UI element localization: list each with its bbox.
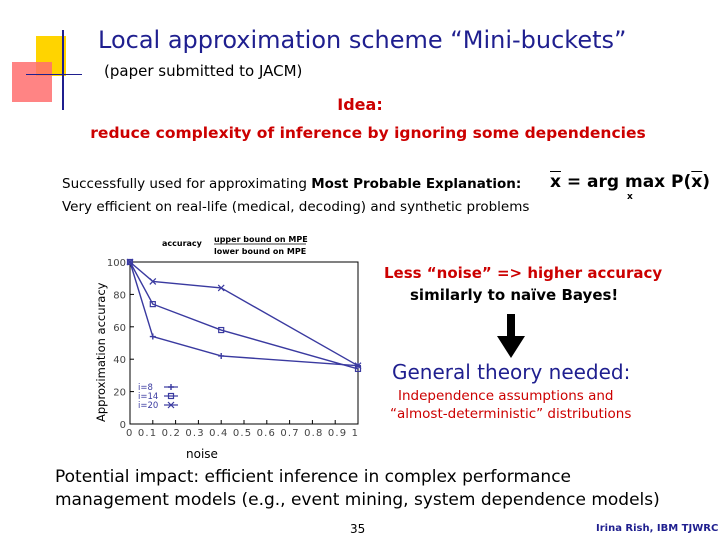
efficiency-line: Very efficient on real-life (medical, decoding) and synthetic problems bbox=[62, 199, 530, 215]
series-line-i-14 bbox=[130, 262, 358, 369]
formula-mid: = arg max P( bbox=[560, 172, 692, 192]
data-point bbox=[150, 334, 156, 340]
naive-bayes-text: similarly to naïve Bayes! bbox=[410, 286, 619, 304]
almost-deterministic-text: “almost-deterministic” distributions bbox=[390, 406, 632, 422]
y-tick-label: 40 bbox=[113, 355, 126, 367]
down-arrow-icon bbox=[497, 314, 525, 358]
formula-end: ) bbox=[702, 172, 711, 192]
impact-line-2: management models (e.g., event mining, system dependence models) bbox=[55, 490, 660, 510]
series-line-i-20 bbox=[130, 262, 358, 366]
less-noise-text: Less “noise” => higher accuracy bbox=[384, 264, 663, 282]
page-number: 35 bbox=[350, 522, 366, 536]
chart-ylabel: Approximation accuracy bbox=[94, 282, 108, 422]
slide-subtitle: (paper submitted to JACM) bbox=[104, 62, 303, 80]
x-tick-labels: 0 0.1 0.2 0.3 0.4 0.5 0.6 0.7 0.8 0.9 1 bbox=[126, 428, 358, 439]
formula-sub: x bbox=[627, 192, 633, 202]
data-point bbox=[168, 384, 174, 390]
legend-title: accuracy bbox=[162, 239, 202, 248]
accuracy-chart bbox=[70, 230, 370, 460]
mpe-line-prefix: Successfully used for approximating bbox=[62, 176, 312, 192]
mpe-formula bbox=[550, 172, 711, 202]
series-legend-label: i=8 bbox=[138, 383, 153, 393]
y-tick-label: 0 bbox=[119, 420, 126, 431]
formula-lhs: $\overline{x}$ bbox=[550, 172, 561, 192]
chart-xlabel: noise bbox=[186, 447, 218, 461]
data-point bbox=[218, 353, 224, 359]
independence-text: Independence assumptions and bbox=[398, 388, 614, 404]
y-tick-label: 60 bbox=[113, 322, 126, 334]
formula-x: $\overline{x}$ bbox=[691, 172, 703, 192]
mpe-line bbox=[62, 176, 521, 192]
series-legend-label: i=20 bbox=[138, 401, 159, 411]
series-line-i-8 bbox=[130, 262, 358, 366]
author-footer: Irina Rish, IBM TJWRC bbox=[596, 523, 719, 534]
slide-title: Local approximation scheme “Mini-buckets” bbox=[98, 26, 627, 54]
general-theory-text: General theory needed: bbox=[392, 360, 631, 384]
series-legend-label: i=14 bbox=[138, 392, 159, 402]
y-tick-label: 20 bbox=[113, 387, 126, 399]
idea-heading: Idea: bbox=[337, 95, 383, 114]
mpe-line-bold: Most Probable Explanation: bbox=[311, 176, 522, 192]
impact-line-1: Potential impact: efficient inference in complex performance bbox=[55, 467, 572, 487]
deco-horizontal-line bbox=[26, 74, 82, 75]
plot-frame bbox=[130, 262, 358, 424]
y-tick-label: 100 bbox=[106, 258, 126, 269]
legend-lower: lower bound on MPE bbox=[214, 247, 307, 256]
idea-text: reduce complexity of inference by ignoring some dependencies bbox=[90, 124, 646, 142]
legend-upper: upper bound on MPE bbox=[214, 235, 308, 244]
y-tick-label: 80 bbox=[113, 290, 126, 302]
